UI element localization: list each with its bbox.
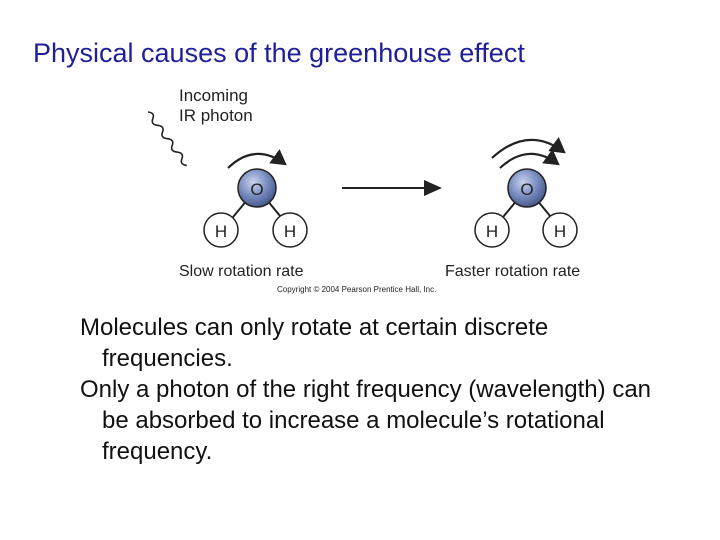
copyright-note: Copyright © 2004 Pearson Prentice Hall, Inc.	[277, 285, 437, 294]
left-oxygen-label: O	[250, 180, 264, 199]
left-rotation-arrow-icon	[228, 154, 285, 168]
incoming-label-line1: Incoming	[179, 86, 248, 105]
incoming-label-line2: IR photon	[179, 106, 253, 125]
right-hydrogen-label-2: H	[553, 222, 567, 241]
body-paragraph-1: Molecules can only rotate at certain discrete frequencies.	[80, 314, 549, 372]
right-hydrogen-label-1: H	[485, 222, 499, 241]
right-rotation-arrow-inner-icon	[500, 154, 558, 168]
left-hydrogen-label-2: H	[283, 222, 297, 241]
figure-svg	[140, 80, 620, 300]
slide-title: Physical causes of the greenhouse effect	[33, 38, 525, 68]
body-paragraph-2: Only a photon of the right frequency (wavelength) can be absorbed to increase a molecule’s rotational frequency.	[80, 376, 652, 465]
right-rotation-arrow-outer-icon	[492, 140, 564, 158]
left-caption: Slow rotation rate	[179, 263, 304, 280]
body-text	[80, 312, 680, 467]
molecule-rotation-figure	[140, 80, 620, 300]
left-hydrogen-label-1: H	[214, 222, 228, 241]
right-caption: Faster rotation rate	[445, 263, 581, 280]
right-oxygen-label: O	[520, 180, 534, 199]
